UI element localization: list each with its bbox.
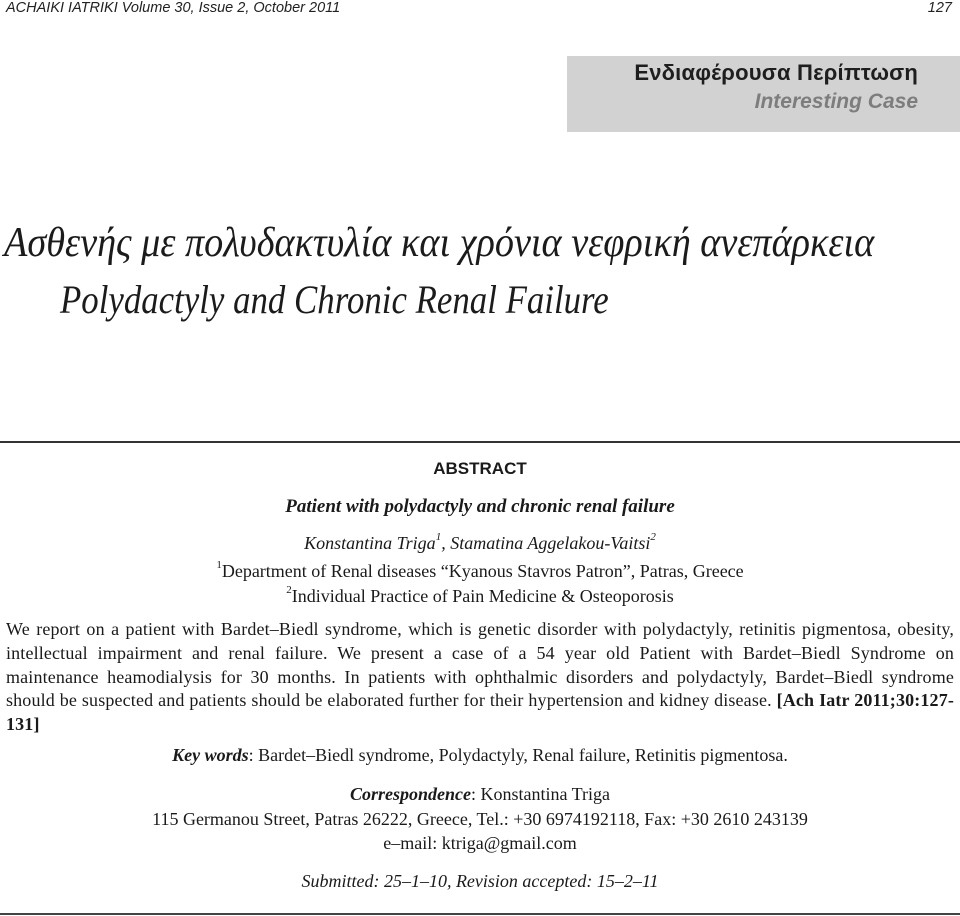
citation: [Ach Iatr 2011;30:127-131]: [6, 690, 954, 735]
author-affiliation-marker: 1: [435, 531, 442, 543]
journal-info: ACHAIKI IATRIKI Volume 30, Issue 2, October 2011: [6, 0, 341, 16]
section-divider: [0, 441, 960, 443]
affiliation-text: Department of Renal diseases “Kyanous Stavros Patron”, Patras, Greece: [221, 561, 744, 581]
page-number: 127: [927, 0, 952, 16]
keywords-text: : Bardet–Biedl syndrome, Polydactyly, Renal failure, Retinitis pigmentosa.: [248, 745, 788, 765]
author-name: Stamatina Aggelakou-Vaitsi: [450, 533, 651, 553]
author-separator: ,: [441, 533, 451, 553]
abstract-subtitle: Patient with polydactyly and chronic renal failure: [285, 496, 675, 517]
correspondence-line: [0, 784, 960, 805]
affiliation-marker: 2: [286, 584, 292, 596]
abstract-text: We report on a patient with Bardet–Biedl syndrome, which is genetic disorder with polydactyly, retinitis pigmentosa, obesity, intellectual impairment and renal failure. We present a case of a 54 year old Patient with Bardet–Biedl Syndrome on maintenance heamodialysis for 30 months. In patients with ophthalmic disorders and polydactyly, Bardet–Biedl syndrome should be suspected and patients should be elaborated further for their hypertension and kidney disease.: [6, 619, 954, 711]
keywords-line: [0, 745, 960, 766]
correspondence-email: e–mail: ktriga@gmail.com: [383, 833, 577, 853]
correspondence-label: Correspondence: [349, 784, 471, 804]
category-english: Interesting Case: [754, 90, 918, 113]
title-greek: Ασθενής με πολυδακτυλία και χρόνια νεφρική ανεπάρκεια: [4, 219, 875, 266]
article-category-box: [567, 56, 960, 132]
abstract-heading: ABSTRACT: [433, 459, 527, 478]
author-list: [0, 533, 960, 554]
submission-dates: Submitted: 25–1–10, Revision accepted: 15–2–11: [301, 871, 659, 891]
affiliation: [0, 586, 960, 607]
author-affiliation-marker: 2: [650, 531, 656, 543]
affiliation: [0, 561, 960, 582]
section-divider: [0, 913, 960, 915]
correspondence-name: : Konstantina Triga: [470, 784, 610, 804]
abstract-body: [6, 618, 954, 737]
keywords-label: Key words: [172, 745, 249, 765]
running-header: [6, 0, 952, 22]
category-greek: Ενδιαφέρουσα Περίπτωση: [634, 60, 918, 85]
author-name: Konstantina Triga: [304, 533, 436, 553]
correspondence-address: 115 Germanou Street, Patras 26222, Greece, Tel.: +30 6974192118, Fax: +30 2610 243139: [152, 809, 808, 829]
affiliation-marker: 1: [216, 559, 222, 571]
title-english: Polydactyly and Chronic Renal Failure: [60, 277, 609, 322]
affiliation-text: Individual Practice of Pain Medicine & Osteoporosis: [291, 586, 674, 606]
